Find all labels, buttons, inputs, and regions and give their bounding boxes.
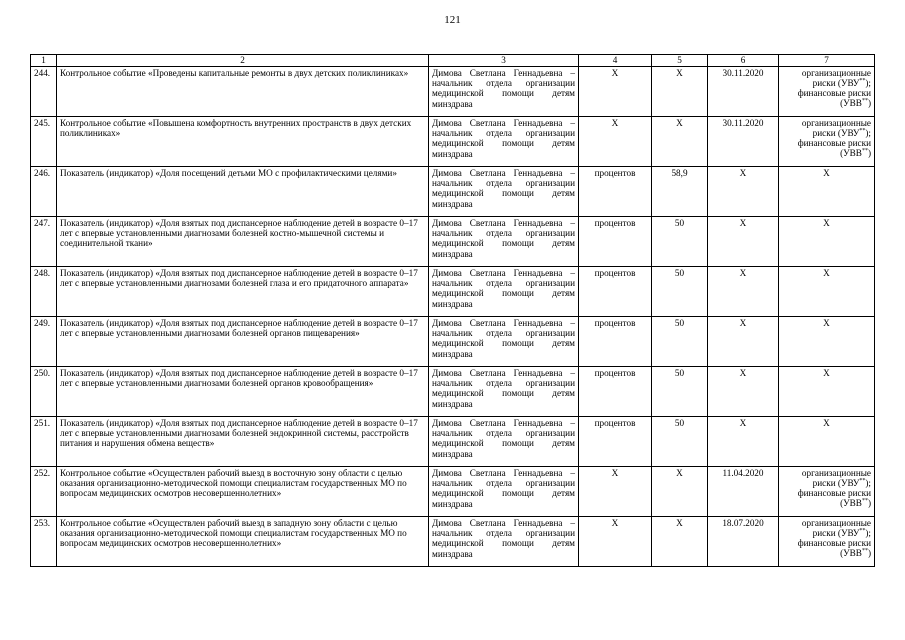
row-value: 50 <box>652 217 708 267</box>
risk-text: ) <box>867 498 871 508</box>
row-risks: Х <box>779 367 875 417</box>
row-unit: процентов <box>579 367 652 417</box>
risk-text: организационные риски (УВУ <box>801 468 871 488</box>
row-value: Х <box>652 517 708 567</box>
row-deadline: Х <box>708 217 779 267</box>
row-unit: Х <box>579 117 652 167</box>
row-number: 250. <box>31 367 57 417</box>
table-row <box>31 267 875 317</box>
row-risks <box>779 67 875 117</box>
row-description: Контрольное событие «Осуществлен рабочий выезд в западную зону области с целью оказания организационно-методической помощи специалистам государственных МО по вопросам медицинских осмотров несовершеннолетних» <box>57 517 429 567</box>
measures-table <box>30 54 875 567</box>
row-deadline: 30.11.2020 <box>708 67 779 117</box>
table-row <box>31 467 875 517</box>
risk-footnote-mark: ** <box>861 147 868 154</box>
row-unit: процентов <box>579 217 652 267</box>
risk-text: организационные риски (УВУ <box>801 118 871 138</box>
table-row <box>31 167 875 217</box>
row-value: Х <box>652 117 708 167</box>
row-value: 50 <box>652 267 708 317</box>
row-value: Х <box>652 67 708 117</box>
row-number: 245. <box>31 117 57 167</box>
risk-text: ); <box>865 528 871 538</box>
risk-text: финансовые риски (УВВ <box>797 538 871 558</box>
table-row <box>31 317 875 367</box>
row-risks: Х <box>779 317 875 367</box>
row-number: 252. <box>31 467 57 517</box>
row-description: Показатель (индикатор) «Доля взятых под диспансерное наблюдение детей в возрасте 0–17 лет с впервые установленными диагнозами болезней органов кровообращения» <box>57 367 429 417</box>
row-risks: Х <box>779 417 875 467</box>
row-number: 246. <box>31 167 57 217</box>
risk-text: ) <box>867 98 871 108</box>
risk-text: ) <box>867 148 871 158</box>
row-unit: процентов <box>579 167 652 217</box>
table-row <box>31 367 875 417</box>
risk-footnote-mark: ** <box>859 527 866 534</box>
row-deadline: Х <box>708 167 779 217</box>
row-description: Контрольное событие «Проведены капитальные ремонты в двух детских поликлиниках» <box>57 67 429 117</box>
row-description: Показатель (индикатор) «Доля взятых под диспансерное наблюдение детей в возрасте 0–17 лет с впервые установленными диагнозами болезней эндокринной системы, расстройств питания и нарушения обмена веществ» <box>57 417 429 467</box>
row-responsible-person: Димова Светлана Геннадьевна – начальник отдела организации медицинской помощи детям минздрава <box>429 367 579 417</box>
risk-text: финансовые риски (УВВ <box>797 88 871 108</box>
row-responsible-person: Димова Светлана Геннадьевна – начальник отдела организации медицинской помощи детям минздрава <box>429 167 579 217</box>
row-responsible-person: Димова Светлана Геннадьевна – начальник отдела организации медицинской помощи детям минздрава <box>429 417 579 467</box>
row-description: Показатель (индикатор) «Доля взятых под диспансерное наблюдение детей в возрасте 0–17 лет с впервые установленными диагнозами болезней глаза и его придаточного аппарата» <box>57 267 429 317</box>
row-value: 50 <box>652 317 708 367</box>
row-deadline: Х <box>708 367 779 417</box>
row-responsible-person: Димова Светлана Геннадьевна – начальник отдела организации медицинской помощи детям минздрава <box>429 267 579 317</box>
row-number: 249. <box>31 317 57 367</box>
row-risks <box>779 467 875 517</box>
row-number: 247. <box>31 217 57 267</box>
row-description: Контрольное событие «Осуществлен рабочий выезд в восточную зону области с целью оказания организационно-методической помощи специалистам государственных МО по вопросам медицинских осмотров несовершеннолетних» <box>57 467 429 517</box>
row-responsible-person: Димова Светлана Геннадьевна – начальник отдела организации медицинской помощи детям минздрава <box>429 467 579 517</box>
header-col-2: 2 <box>57 55 429 67</box>
table-row <box>31 67 875 117</box>
risk-footnote-mark: ** <box>861 97 868 104</box>
row-responsible-person: Димова Светлана Геннадьевна – начальник отдела организации медицинской помощи детям минздрава <box>429 517 579 567</box>
row-deadline: Х <box>708 417 779 467</box>
row-deadline: Х <box>708 267 779 317</box>
risk-footnote-mark: ** <box>859 77 866 84</box>
row-risks: Х <box>779 217 875 267</box>
row-number: 244. <box>31 67 57 117</box>
risk-text: финансовые риски (УВВ <box>797 138 871 158</box>
header-col-6: 6 <box>708 55 779 67</box>
row-value: 58,9 <box>652 167 708 217</box>
row-description: Контрольное событие «Повышена комфортность внутренних пространств в двух детских поликлиниках» <box>57 117 429 167</box>
row-risks: Х <box>779 167 875 217</box>
row-unit: процентов <box>579 267 652 317</box>
row-risks: Х <box>779 267 875 317</box>
risk-text: ); <box>865 128 871 138</box>
row-unit: процентов <box>579 317 652 367</box>
risk-text: финансовые риски (УВВ <box>797 488 871 508</box>
row-risks <box>779 517 875 567</box>
row-responsible-person: Димова Светлана Геннадьевна – начальник отдела организации медицинской помощи детям минздрава <box>429 117 579 167</box>
row-value: 50 <box>652 417 708 467</box>
row-unit: Х <box>579 467 652 517</box>
row-description: Показатель (индикатор) «Доля взятых под диспансерное наблюдение детей в возрасте 0–17 лет с впервые установленными диагнозами болезней костно-мышечной системы и соединительной ткани» <box>57 217 429 267</box>
row-value: 50 <box>652 367 708 417</box>
row-responsible-person: Димова Светлана Геннадьевна – начальник отдела организации медицинской помощи детям минздрава <box>429 217 579 267</box>
table-row <box>31 217 875 267</box>
header-col-3: 3 <box>429 55 579 67</box>
table-row <box>31 117 875 167</box>
row-deadline: Х <box>708 317 779 367</box>
risk-footnote-mark: ** <box>861 547 868 554</box>
header-row <box>31 55 875 67</box>
header-col-1: 1 <box>31 55 57 67</box>
risk-text: ); <box>865 478 871 488</box>
header-col-4: 4 <box>579 55 652 67</box>
row-unit: Х <box>579 67 652 117</box>
risk-text: ) <box>867 548 871 558</box>
page-number: 121 <box>444 14 461 26</box>
table-row <box>31 417 875 467</box>
row-number: 251. <box>31 417 57 467</box>
row-deadline: 30.11.2020 <box>708 117 779 167</box>
row-responsible-person: Димова Светлана Геннадьевна – начальник отдела организации медицинской помощи детям минздрава <box>429 317 579 367</box>
table-row <box>31 517 875 567</box>
risk-text: организационные риски (УВУ <box>801 68 871 88</box>
row-deadline: 11.04.2020 <box>708 467 779 517</box>
row-unit: Х <box>579 517 652 567</box>
risk-footnote-mark: ** <box>859 127 866 134</box>
row-description: Показатель (индикатор) «Доля посещений детьми МО с профилактическими целями» <box>57 167 429 217</box>
row-value: Х <box>652 467 708 517</box>
row-description: Показатель (индикатор) «Доля взятых под диспансерное наблюдение детей в возрасте 0–17 лет с впервые установленными диагнозами болезней органов пищеварения» <box>57 317 429 367</box>
row-number: 253. <box>31 517 57 567</box>
risk-footnote-mark: ** <box>859 477 866 484</box>
risk-footnote-mark: ** <box>861 497 868 504</box>
header-col-7: 7 <box>779 55 875 67</box>
row-number: 248. <box>31 267 57 317</box>
header-col-5: 5 <box>652 55 708 67</box>
risk-text: организационные риски (УВУ <box>801 518 871 538</box>
row-responsible-person: Димова Светлана Геннадьевна – начальник отдела организации медицинской помощи детям минздрава <box>429 67 579 117</box>
risk-text: ); <box>865 78 871 88</box>
row-deadline: 18.07.2020 <box>708 517 779 567</box>
row-risks <box>779 117 875 167</box>
row-unit: процентов <box>579 417 652 467</box>
